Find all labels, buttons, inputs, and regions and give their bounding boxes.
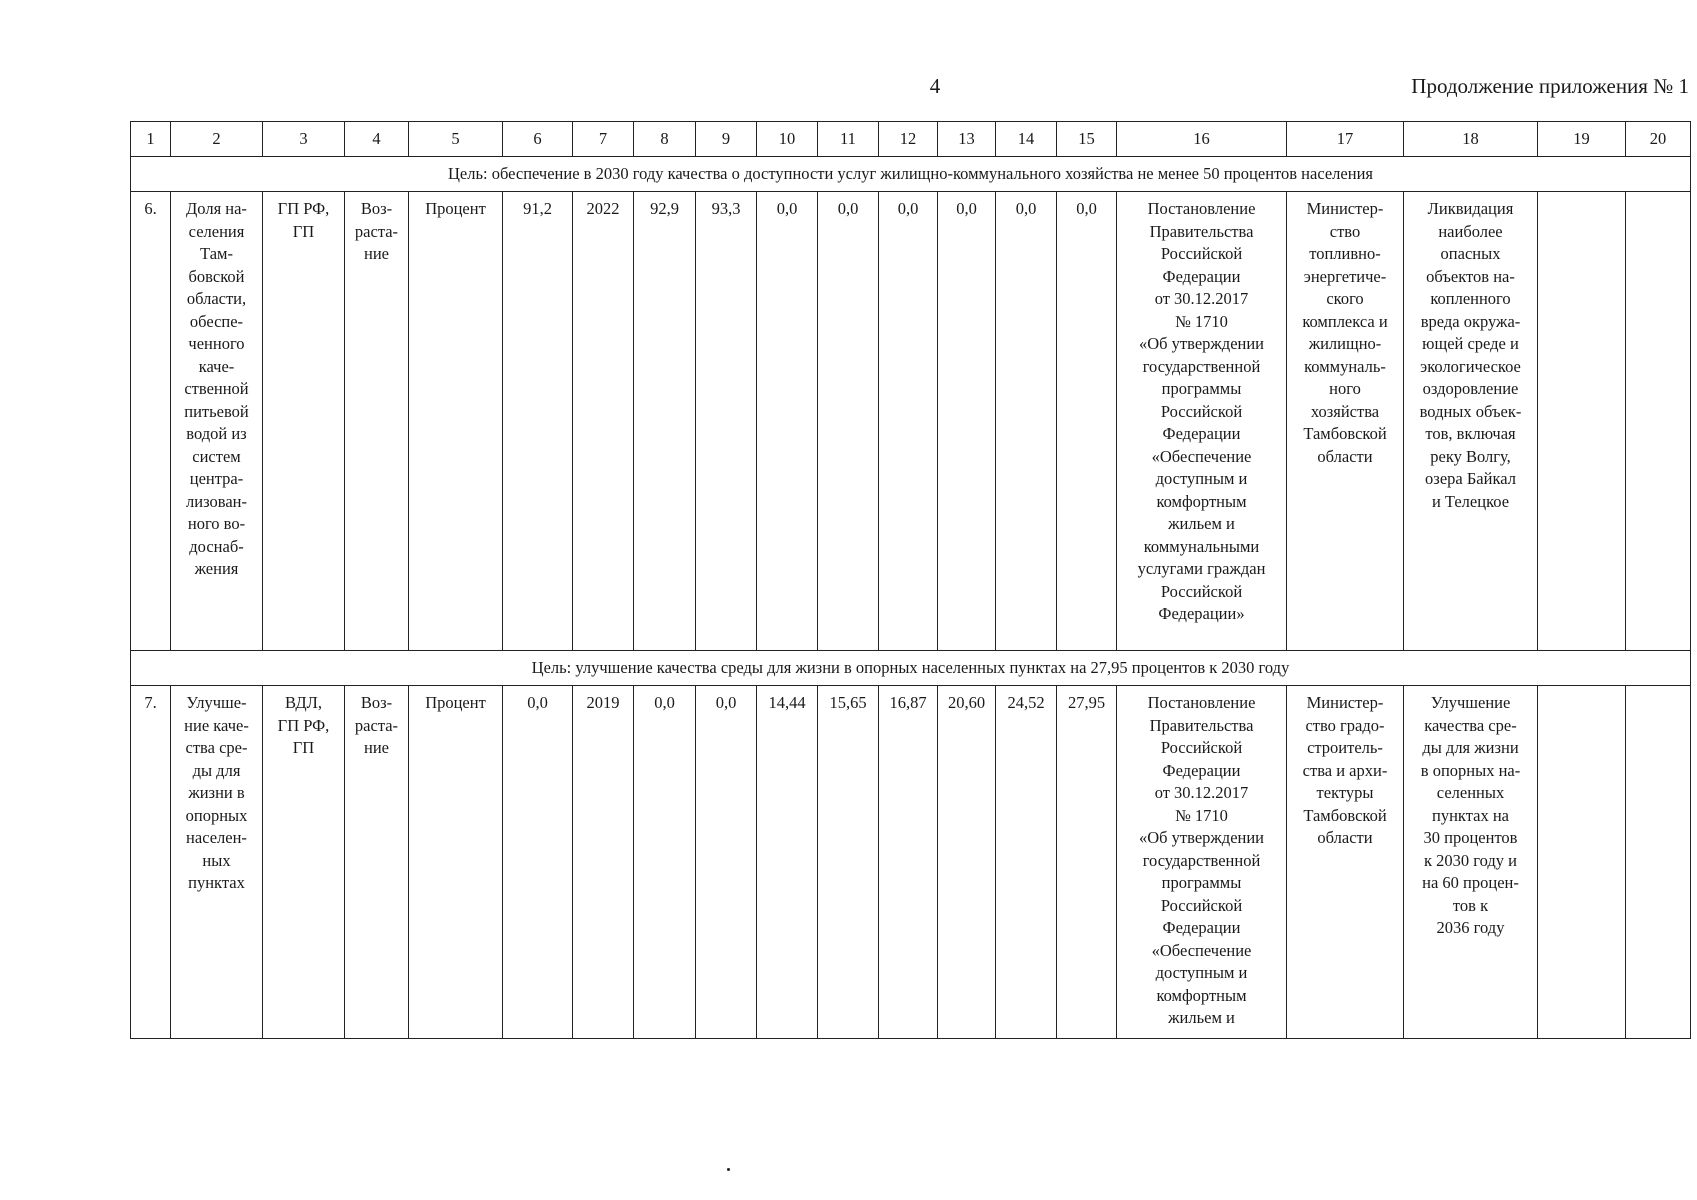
col-num: 1 [131,122,171,157]
base-value: 0,0 [503,686,573,1039]
goal-row [131,651,1691,686]
goal-text: Цель: обеспечение в 2030 году качества о доступности услуг жилищно-коммунального хозяйства не менее 50 процентов населения [131,157,1691,192]
value-cell: 27,95 [1057,686,1117,1039]
col-num: 9 [696,122,757,157]
empty-cell [1626,192,1691,651]
indicator-level: ГП РФ, ГП [263,192,345,651]
scan-dot [727,1168,730,1171]
goal-row [131,157,1691,192]
empty-cell [1538,686,1626,1039]
indicator-name: Улучше- ние каче- ства сре- ды для жизни в опорных населен- ных пунктах [171,686,263,1039]
value-cell: 16,87 [879,686,938,1039]
indicator-trend: Воз- раста- ние [345,192,409,651]
value-cell: 0,0 [757,192,818,651]
goal-text: Цель: улучшение качества среды для жизни в опорных населенных пунктах на 27,95 процентов к 2030 году [131,651,1691,686]
col-num: 2 [171,122,263,157]
value-cell: 24,52 [996,686,1057,1039]
value-cell: 0,0 [938,192,996,651]
col-num: 16 [1117,122,1287,157]
indicator-name: Доля на- селения Там- бовской области, обеспе- ченного каче- ственной питьевой водой из систем центра- лизован- ного во- доснаб- жения [171,192,263,651]
value-cell: 0,0 [1057,192,1117,651]
col-num: 7 [573,122,634,157]
table-row [131,192,1691,651]
value-cell: 0,0 [996,192,1057,651]
value-cell: 0,0 [879,192,938,651]
col-num: 15 [1057,122,1117,157]
unit: Процент [409,686,503,1039]
column-number-row [131,122,1691,157]
related-goal: Улучшение качества сре- ды для жизни в опорных на- селенных пунктах на 30 процентов к 2030 году и на 60 процен- тов к 2036 году [1404,686,1538,1039]
col-num: 3 [263,122,345,157]
value-cell: 15,65 [818,686,879,1039]
empty-cell [1538,192,1626,651]
col-num: 18 [1404,122,1538,157]
indicators-table [130,121,1691,1039]
col-num: 10 [757,122,818,157]
value-cell: 20,60 [938,686,996,1039]
value-cell: 0,0 [634,686,696,1039]
col-num: 14 [996,122,1057,157]
value-cell: 93,3 [696,192,757,651]
col-num: 13 [938,122,996,157]
col-num: 19 [1538,122,1626,157]
col-num: 12 [879,122,938,157]
value-cell: 14,44 [757,686,818,1039]
col-num: 17 [1287,122,1404,157]
indicator-level: ВДЛ, ГП РФ, ГП [263,686,345,1039]
continuation-title: Продолжение приложения № 1 [1411,74,1689,98]
responsible-body: Министер- ство топливно- энергетиче- ского комплекса и жилищно- коммуналь- ного хозяйства Тамбовской области [1287,192,1404,651]
related-goal: Ликвидация наиболее опасных объектов на- копленного вреда окружа- ющей среде и экологическое оздоровление водных объек- тов, включая реку Волгу, озера Байкал и Телецкое [1404,192,1538,651]
indicator-trend: Воз- раста- ние [345,686,409,1039]
row-number: 7. [131,686,171,1039]
col-num: 6 [503,122,573,157]
page-number: 4 [929,74,941,98]
base-value: 91,2 [503,192,573,651]
row-number: 6. [131,192,171,651]
col-num: 8 [634,122,696,157]
base-year: 2022 [573,192,634,651]
base-year: 2019 [573,686,634,1039]
table-row [131,686,1691,1039]
unit: Процент [409,192,503,651]
empty-cell [1626,686,1691,1039]
document-reference: Постановление Правительства Российской Федерации от 30.12.2017 № 1710 «Об утверждении государственной программы Российской Федерации «Обеспечение доступным и комфортным жильем и [1117,686,1287,1039]
document-reference: Постановление Правительства Российской Федерации от 30.12.2017 № 1710 «Об утверждении государственной программы Российской Федерации «Обеспечение доступным и комфортным жильем и коммунальными услугами граждан Российской Федерации» [1117,192,1287,651]
col-num: 11 [818,122,879,157]
col-num: 4 [345,122,409,157]
value-cell: 92,9 [634,192,696,651]
col-num: 20 [1626,122,1691,157]
responsible-body: Министер- ство градо- строитель- ства и архи- тектуры Тамбовской области [1287,686,1404,1039]
col-num: 5 [409,122,503,157]
value-cell: 0,0 [696,686,757,1039]
value-cell: 0,0 [818,192,879,651]
